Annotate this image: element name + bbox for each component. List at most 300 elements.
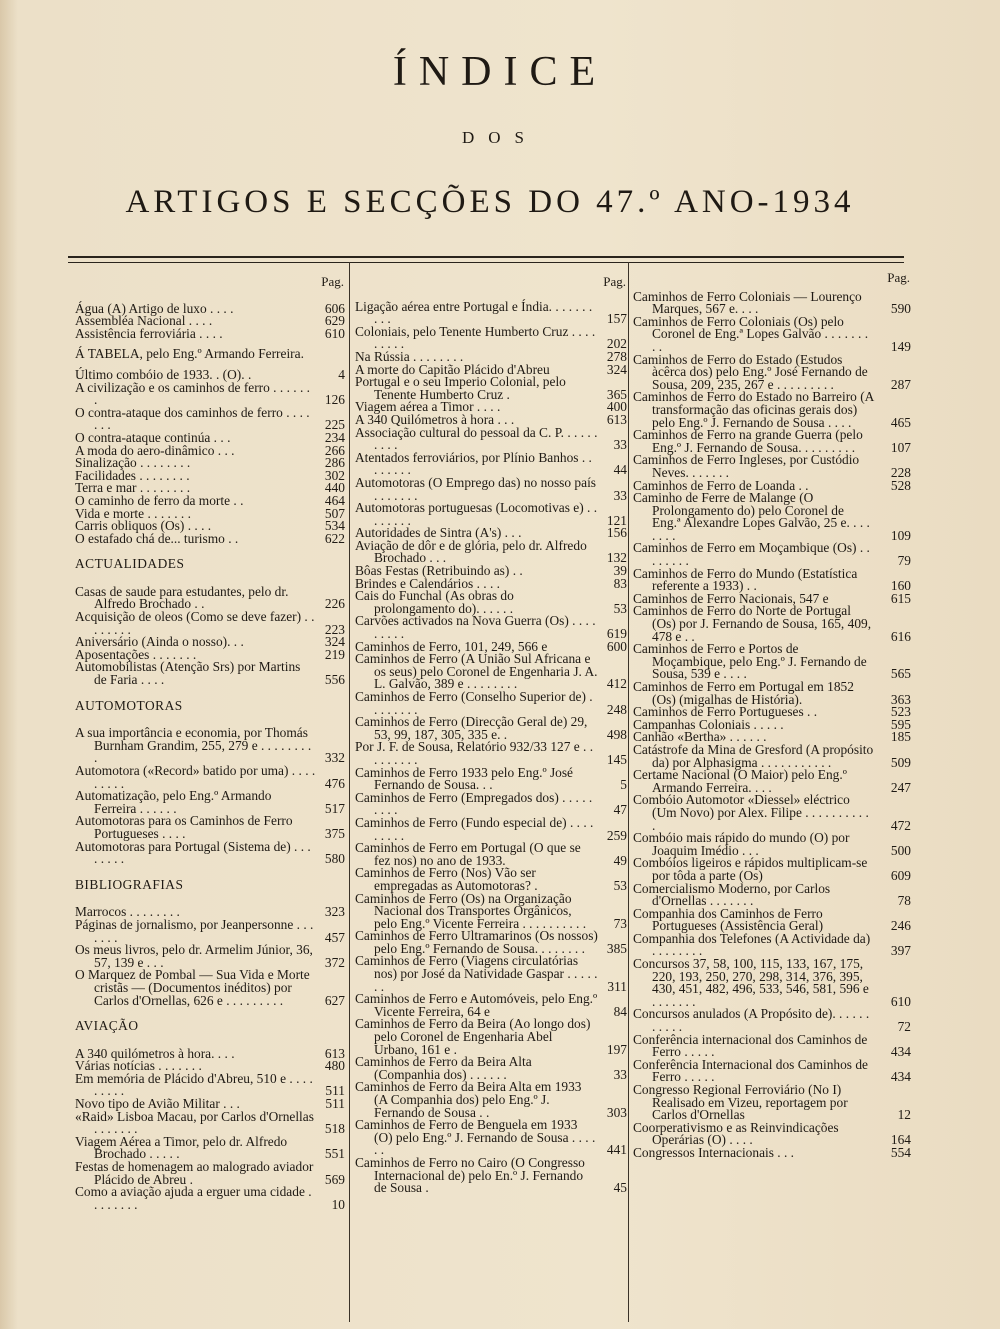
entry-title: Assembléa Nacional . . . . — [75, 313, 213, 329]
index-entry — [75, 325, 345, 341]
entry-page-number: 595 — [890, 716, 911, 732]
index-entry — [75, 1186, 345, 1211]
entry-title: Água (A) Artigo de luxo . . . . — [75, 300, 234, 316]
entry-page-number: 616 — [890, 628, 911, 644]
entry-title: Coorperativismo e as Reinvindicações Operárias (O) . . . . — [633, 1119, 839, 1148]
entry-title: Caminhos de Ferro (Fundo especial de) . . . . . . . . . — [355, 814, 594, 843]
entry-page-number: 44 — [613, 462, 627, 478]
index-entry — [633, 958, 911, 1008]
entry-title: Bôas Festas (Retribuindo as) . . — [355, 563, 523, 579]
index-entry — [75, 1070, 345, 1099]
entry-page-number: 247 — [890, 779, 911, 795]
index-entry — [75, 1133, 345, 1162]
entry-title: Viagem aérea a Timor . . . . — [355, 399, 501, 415]
entry-title: Caminhos de Ferro (Direcção Geral de) 29, 53, 99, 187, 305, 335 e. . — [355, 714, 588, 742]
entry-title: Caminhos de Ferro Ingleses, por Custódio Neves. . . . . . . — [633, 452, 860, 480]
entry-page-number: 311 — [607, 978, 627, 994]
index-entry — [633, 880, 911, 909]
entry-title: Aviação de dôr e de glória, pelo dr. Alfredo Brochado . . . — [355, 537, 587, 566]
page-column-header: Pag. — [603, 274, 626, 289]
entry-title: Caminhos de Ferro Coloniais (Os) pelo Coronel de Eng.ª Lopes Galvão . . . . . . . . . — [633, 313, 869, 354]
entry-page-number: 185 — [890, 729, 911, 745]
index-entry — [355, 424, 627, 453]
index-entry — [75, 916, 345, 945]
entry-title: Concursos anulados (A Propósito de). . . . . . . . . . . — [633, 1006, 870, 1035]
entry-title: Caminhos de Ferro de Benguela em 1933 (O) pelo Eng.º J. Fernando de Sousa . . . . . . — [355, 1117, 596, 1158]
index-entry — [75, 661, 345, 686]
entry-title: A civilização e os caminhos de ferro . . . . . . . — [75, 379, 311, 408]
entry-page-number: 121 — [606, 512, 627, 528]
entry-page-number: 145 — [606, 751, 627, 767]
entry-title: Caminhos de Ferro em Portugal (O que se fez nos) no ano de 1933. — [355, 840, 581, 868]
index-entry — [75, 815, 345, 840]
index-column-2 — [355, 266, 627, 1316]
index-entry — [75, 1161, 345, 1186]
entry-page-number: 534 — [324, 518, 345, 534]
entry-page-number: 600 — [606, 638, 627, 654]
entry-title: Caminhos de Ferro Nacionais, 547 e — [633, 590, 829, 606]
index-entry — [633, 1056, 911, 1085]
entry-title: Terra e mar . . . . . . . . — [75, 480, 191, 496]
entry-page-number: 500 — [890, 842, 911, 858]
column-divider — [349, 262, 350, 1322]
page-column-header: Pag. — [887, 270, 910, 285]
entry-page-number: 400 — [606, 399, 627, 415]
entry-page-number: 12 — [897, 1107, 911, 1123]
entry-page-number: 4 — [338, 366, 345, 382]
entry-page-number: 609 — [890, 867, 911, 883]
entry-page-number: 523 — [890, 704, 911, 720]
header-rule-thick — [68, 256, 904, 258]
entry-page-number: 78 — [897, 893, 911, 909]
entry-page-number: 45 — [613, 1180, 627, 1196]
entry-title: Caminhos de Ferro em Moçambique (Os) . . . . . . . . — [633, 540, 870, 569]
entry-page-number: 472 — [890, 817, 911, 833]
entry-page-number: 412 — [606, 676, 627, 692]
entry-title: O caminho de ferro da morte . . — [75, 492, 244, 508]
entry-title: Caminhos de Ferro da Beira Alta (Companhia dos) . . . . . . — [355, 1054, 532, 1082]
entry-page-number: 509 — [890, 754, 911, 770]
entry-page-number: 79 — [897, 553, 911, 569]
entry-title: Caminhos de Ferro na grande Guerra (pelo Eng.º J. Fernando de Sousa. . . . . . . . . — [633, 427, 863, 455]
index-entry — [633, 741, 911, 770]
entry-title: Caminhos de Ferro (Conselho Superior de) . . . . . . . . — [355, 689, 593, 717]
entry-page-number: 197 — [606, 1041, 627, 1057]
entry-page-number: 49 — [613, 852, 627, 868]
entry-page-number: 627 — [324, 992, 345, 1008]
entry-page-number: 202 — [606, 336, 627, 352]
entry-title: A morte do Capitão Plácido d'Abreu — [355, 361, 550, 377]
entry-page-number: 615 — [890, 590, 911, 606]
entry-title: Os meus livros, pelo dr. Armelim Júnior, 36, 57, 139 e . . . — [75, 942, 313, 970]
entry-page-number: 156 — [606, 525, 627, 541]
entry-page-number: 33 — [613, 1066, 627, 1082]
section-heading: AVIAÇÃO — [75, 1018, 139, 1034]
entry-title: Facilidades . . . . . . . . — [75, 467, 190, 483]
entry-title: Assistência ferroviária . . . . — [75, 325, 223, 341]
page-title: ÍNDICE — [392, 49, 608, 95]
entry-page-number: 33 — [613, 437, 627, 453]
entry-title: Canhão «Bertha» . . . . . . — [633, 729, 767, 745]
index-entry — [355, 449, 627, 478]
entry-title: Automotoras portuguesas (Locomotivas e) . . . . . . . . — [355, 500, 598, 528]
index-entry — [355, 502, 627, 527]
index-column-3 — [633, 266, 911, 1316]
index-entry — [355, 993, 627, 1018]
index-entry — [75, 790, 345, 815]
entry-page-number: 332 — [324, 750, 345, 766]
index-entry — [633, 565, 911, 594]
entry-title: Combóio mais rápido do mundo (O) por Joaquim Imédio . . . — [633, 830, 850, 858]
index-entry — [633, 1144, 911, 1160]
entry-page-number: 219 — [324, 646, 345, 662]
entry-page-number: 47 — [613, 802, 627, 818]
entry-title: Viagem Aérea a Timor, pelo dr. Alfredo Brochado . . . . . — [75, 1133, 288, 1162]
index-entry — [633, 351, 911, 392]
entry-title: Certame Nacional (O Maior) pelo Eng.º Armando Ferreira. . . . — [633, 767, 847, 795]
entry-page-number: 303 — [606, 1104, 627, 1120]
index-entry — [355, 376, 627, 401]
entry-title: Carvões activados na Nova Guerra (Os) . . . . . . . . . — [355, 613, 596, 642]
entry-title: Automotoras para os Caminhos de Ferro Portugueses . . . . — [75, 813, 293, 841]
entry-page-number: 149 — [890, 338, 911, 354]
index-entry — [355, 653, 627, 691]
entry-page-number: 457 — [324, 929, 345, 945]
entry-title: Automotoras para Portugal (Sistema de) . . . . . . . . — [75, 838, 311, 867]
entry-title: Caminhos de Ferro (Os) na Organização Nacional dos Transportes Orgânicos, pelo Eng.º Vicente Ferreira . . . . . . . . . . — [355, 890, 587, 931]
entry-page-number: 465 — [890, 414, 911, 430]
entry-page-number: 53 — [613, 877, 627, 893]
entry-page-number: 613 — [324, 1045, 345, 1061]
index-entry — [633, 288, 911, 317]
entry-title: Congresso Regional Ferroviário (No I) Realisado em Vizeu, reportagem por Carlos d'Ornellas — [633, 1082, 848, 1123]
entry-title: Concursos 37, 58, 100, 115, 133, 167, 175, 220, 193, 250, 270, 298, 314, 376, 395, 430, 451, 482, 496, 533, 546, 581, 596 e . . . . . . . — [633, 956, 869, 1009]
entry-page-number: 610 — [324, 325, 345, 341]
entry-page-number: 259 — [606, 827, 627, 843]
entry-page-number: 266 — [324, 442, 345, 458]
entry-title: Caminhos de Ferro (Nos) Vão ser empregadas as Automotoras? . — [355, 865, 538, 893]
entry-page-number: 464 — [324, 492, 345, 508]
page-subtitle: ARTIGOS E SECÇÕES DO 47.º ANO-1934 — [125, 184, 855, 220]
entry-title: O contra-ataque dos caminhos de ferro . . . . . . . — [75, 404, 310, 433]
entry-page-number: 363 — [890, 691, 911, 707]
entry-page-number: 33 — [613, 487, 627, 503]
index-entry — [355, 1056, 627, 1081]
entry-page-number: 84 — [613, 1003, 627, 1019]
entry-title: Automatização, pelo Eng.º Armando Ferreira . . . . . . — [75, 788, 272, 816]
index-entry — [355, 741, 627, 766]
entry-page-number: 278 — [606, 348, 627, 364]
index-entry — [75, 348, 345, 361]
index-entry — [75, 944, 345, 969]
entry-page-number: 619 — [606, 626, 627, 642]
page-column-header: Pag. — [321, 274, 344, 289]
entry-title: Catástrofe da Mina de Gresford (A propósito da) por Alphasigma . . . . . . . . . . . — [633, 741, 874, 770]
entry-page-number: 234 — [324, 429, 345, 445]
entry-page-number: 365 — [606, 386, 627, 402]
index-entry — [633, 905, 911, 934]
index-entry — [75, 1108, 345, 1137]
entry-page-number: 613 — [606, 411, 627, 427]
entry-title: Caminhos de Ferro e Automóveis, pelo Eng.º Vicente Ferreira, 64 e — [355, 991, 598, 1019]
entry-page-number: 246 — [890, 918, 911, 934]
entry-title: A sua importância e economia, por Thomás Burnham Grandim, 255, 279 e . . . . . . . . . — [75, 725, 312, 766]
index-entry — [633, 429, 911, 454]
entry-title: Caminhos de Ferro 1933 pelo Eng.º José Fernando de Sousa. . . — [355, 764, 574, 793]
index-entry — [633, 643, 911, 681]
entry-page-number: 53 — [613, 600, 627, 616]
index-entry — [633, 1119, 911, 1148]
entry-page-number: 302 — [324, 467, 345, 483]
index-entry — [355, 930, 627, 955]
entry-page-number: 554 — [890, 1144, 911, 1160]
entry-title: Páginas de jornalismo, por Jeanpersonne . . . . . . . — [75, 916, 314, 945]
index-entry — [355, 691, 627, 716]
index-entry — [75, 379, 345, 408]
entry-title: Associação cultural do pessoal da C. P. . . . . . . . . . — [355, 424, 598, 453]
entry-page-number: 375 — [324, 825, 345, 841]
index-entry — [633, 1008, 911, 1033]
index-entry — [633, 681, 911, 706]
entry-title: Caminhos de Ferro, 101, 249, 566 e — [355, 638, 548, 654]
entry-title: Congressos Internacionais . . . — [633, 1144, 795, 1160]
entry-page-number: 10 — [331, 1196, 345, 1212]
entry-title: Cais do Funchal (As obras do prolongamento do). . . . . . — [355, 588, 514, 616]
entry-title: Caminhos de Ferro do Estado (Estudos àcêrca dos) pelo Eng.º José Fernando de Sousa, 209, 235, 267 e . . . . . . . . . — [633, 351, 868, 392]
entry-page-number: 480 — [324, 1058, 345, 1074]
entry-title: Caminhos de Ferro em Portugal em 1852 (Os) (migalhas de História). — [633, 679, 854, 707]
entry-page-number: 83 — [613, 575, 627, 591]
index-entry — [355, 1119, 627, 1157]
index-entry — [633, 542, 911, 567]
entry-page-number: 440 — [324, 480, 345, 496]
entry-page-number: 476 — [324, 775, 345, 791]
column-divider — [628, 262, 629, 1322]
entry-page-number: 248 — [606, 701, 627, 717]
entry-page-number: 551 — [324, 1146, 345, 1162]
index-entry — [355, 814, 627, 843]
entry-title: Á TABELA, pelo Eng.º Armando Ferreira. — [75, 346, 304, 362]
entry-page-number: 225 — [324, 417, 345, 433]
section-heading: ACTUALIDADES — [75, 556, 185, 572]
index-entry — [355, 1154, 627, 1196]
index-entry — [355, 890, 627, 931]
entry-title: Caminhos de Ferro Portugueses . . — [633, 704, 818, 720]
entry-title: Marrocos . . . . . . . . — [75, 904, 180, 920]
header-rule-thin — [68, 262, 904, 263]
section-heading: AUTOMOTORAS — [75, 697, 183, 713]
entry-title: Em memória de Plácido d'Abreu, 510 e . . . . . . . . . — [75, 1070, 313, 1099]
entry-title: Por J. F. de Sousa, Relatório 932/33 127 e . . . . . . . . . — [355, 739, 594, 767]
index-entry — [633, 832, 911, 857]
index-entry — [355, 764, 627, 793]
entry-page-number: 518 — [324, 1121, 345, 1137]
entry-title: Autoridades de Sintra (A's) . . . — [355, 525, 522, 541]
entry-page-number: 107 — [890, 439, 911, 455]
entry-page-number: 528 — [890, 477, 911, 493]
entry-page-number: 157 — [606, 311, 627, 327]
index-entry — [633, 391, 911, 429]
entry-title: Brindes e Calendários . . . . — [355, 575, 501, 591]
entry-page-number: 622 — [324, 530, 345, 546]
entry-page-number: 580 — [324, 851, 345, 867]
index-entry — [633, 1084, 911, 1122]
index-entry — [633, 769, 911, 794]
index-entry — [355, 1018, 627, 1056]
index-entry — [355, 1081, 627, 1119]
entry-title: Caminhos de Ferro (Empregados dos) . . . . . . . . . — [355, 789, 593, 818]
entry-title: Portugal e o seu Imperio Colonial, pelo Tenente Humberto Cruz . — [355, 374, 566, 402]
entry-title: Ligação aérea entre Portugal e Índia. . . . . . . . . . — [355, 298, 593, 327]
entry-page-number: 5 — [620, 777, 627, 793]
entry-page-number: 565 — [890, 666, 911, 682]
entry-title: Caminhos de Ferro do Norte de Portugal (Os) por J. Fernando de Sousa, 165, 409, 478 e . . — [633, 603, 872, 644]
index-entry — [75, 530, 345, 546]
entry-page-number: 556 — [324, 672, 345, 688]
entry-page-number: 610 — [890, 993, 911, 1009]
entry-page-number: 228 — [890, 464, 911, 480]
entry-title: O Marquez de Pombal — Sua Vida e Morte cristãs — (Documentos inéditos) por Carlos d'Ornellas, 626 e . . . . . . . . . — [75, 967, 310, 1008]
entry-page-number: 109 — [890, 527, 911, 543]
index-entry — [355, 789, 627, 818]
entry-page-number: 498 — [606, 726, 627, 742]
entry-title: Último combóio de 1933. . (O). . — [75, 366, 252, 382]
entry-page-number: 385 — [606, 940, 627, 956]
entry-title: Caminho de Ferre de Malange (O Prolongamento do) pelo Coronel de Eng.ª Alexandre Lopes Galvão, 25 e. . . . . . . . — [633, 490, 870, 543]
entry-page-number: 126 — [324, 392, 345, 408]
index-entry — [75, 765, 345, 790]
entry-page-number: 441 — [606, 1142, 627, 1158]
entry-title: Companhia dos Telefones (A Actividade da) . . . . . . . . — [633, 930, 871, 959]
entry-page-number: 286 — [324, 455, 345, 471]
entry-page-number: 164 — [890, 1132, 911, 1148]
title-connector: DOS — [461, 128, 538, 147]
entry-title: Caminhos de Ferro Ultramarinos (Os nossos) pelo Eng.º Fernando de Sousa. . . . . . . . — [355, 928, 598, 956]
index-entry — [75, 727, 345, 765]
entry-page-number: 324 — [324, 634, 345, 650]
entry-title: Caminhos de Ferro de Loanda . . — [633, 477, 809, 493]
entry-page-number: 517 — [324, 800, 345, 816]
entry-title: Coloniais, pelo Tenente Humberto Cruz . . . . . . . . . — [355, 323, 596, 352]
entry-title: Caminhos de Ferro (Viagens circulatórias nos) por José da Natividade Gaspar . . . . . . . — [355, 953, 598, 994]
index-entry — [355, 537, 627, 566]
entry-title: Atentados ferroviários, por Plínio Banhos . . . . . . . . — [355, 449, 592, 478]
entry-title: Festas de homenagem ao malogrado aviador Plácido de Abreu . — [75, 1159, 314, 1187]
entry-title: Aniversário (Ainda o nosso). . . — [75, 634, 244, 650]
entry-page-number: 434 — [890, 1069, 911, 1085]
entry-page-number: 287 — [890, 376, 911, 392]
entry-page-number: 511 — [325, 1083, 345, 1099]
section-heading: BIBLIOGRAFIAS — [75, 876, 184, 892]
entry-page-number: 323 — [324, 904, 345, 920]
index-entry — [633, 313, 911, 354]
index-entry — [633, 492, 911, 542]
entry-page-number: 324 — [606, 361, 627, 377]
index-entry — [355, 716, 627, 741]
index-entry — [75, 969, 345, 1007]
entry-title: Caminhos de Ferro no Cairo (O Congresso Internacional de) pelo En.º J. Fernando de Sousa . — [355, 1154, 585, 1196]
index-entry — [355, 867, 627, 892]
entry-title: Caminhos de Ferro e Portos de Moçambique, pelo Eng.º J. Fernando de Sousa, 539 e . . . . — [633, 641, 867, 682]
entry-page-number: 39 — [613, 563, 627, 579]
index-entry — [633, 794, 911, 832]
entry-page-number: 160 — [890, 578, 911, 594]
index-entry — [633, 454, 911, 479]
entry-page-number: 132 — [606, 550, 627, 566]
entry-title: Aposentações . . . . . . . — [75, 646, 197, 662]
index-entry — [75, 611, 345, 636]
entry-title: Campanhas Coloniais . . . . . — [633, 716, 784, 732]
index-entry — [75, 583, 345, 612]
entry-title: Acquisição de oleos (Como se deve fazer) . . . . . . . . — [75, 609, 315, 637]
entry-title: Conferência Internacional dos Caminhos de Ferro . . . . . — [633, 1056, 869, 1085]
index-entry — [355, 615, 627, 640]
entry-title: Automobilistas (Atenção Srs) por Martins de Faria . . . . — [75, 659, 301, 688]
index-entry — [355, 842, 627, 867]
index-entry — [355, 955, 627, 993]
entry-title: «Raid» Lisboa Macau, por Carlos d'Ornellas . . . . . . . — [75, 1108, 314, 1137]
entry-title: Caminhos de Ferro do Mundo (Estatística referente a 1933) . . — [633, 565, 858, 594]
entry-page-number: 73 — [613, 915, 627, 931]
entry-title: Vida e morte . . . . . . . — [75, 505, 191, 521]
entry-page-number: 223 — [324, 621, 345, 637]
entry-title: Caminhos de Ferro do Estado no Barreiro (A transformação das oficinas gerais dos) pelo Eng.º J. Fernando de Sousa . . . . — [633, 389, 874, 430]
index-entry — [75, 838, 345, 867]
entry-title: Conferência internacional dos Caminhos de Ferro . . . . . — [633, 1031, 868, 1060]
entry-title: Automotoras (O Emprego das) no nosso país . . . . . . . — [355, 474, 596, 503]
entry-title: Caminhos de Ferro Coloniais — Lourenço Marques, 567 e. . . . — [633, 288, 862, 317]
entry-title: Caminhos de Ferro (A União Sul Africana e os seus) pelo Coronel de Engenharia J. A. L. Galvão, 389 e . . . . . . . . — [355, 651, 598, 692]
entry-title: A 340 Quilómetros à hora . . . — [355, 411, 515, 427]
entry-page-number: 397 — [890, 943, 911, 959]
entry-title: Carris obliquos (Os) . . . . — [75, 518, 212, 534]
entry-page-number: 226 — [324, 596, 345, 612]
index-column-1 — [75, 266, 345, 1316]
entry-title: Companhia dos Caminhos de Ferro Portugueses (Assistência Geral) — [633, 905, 824, 934]
index-entry — [633, 930, 911, 959]
entry-title: Automotora («Record» batido por uma) . . . . . . . . . — [75, 763, 316, 791]
entry-title: A 340 quilómetros à hora. . . . — [75, 1045, 235, 1061]
entry-title: Caminhos de Ferro da Beira Alta em 1933 (A Companhia dos) pelo Eng.º J. Fernando de Sousa . . — [355, 1079, 582, 1120]
entry-title: Combóio Automotor «Diessel» eléctrico (Um Novo) por Alex. Filipe . . . . . . . . . . . — [633, 792, 869, 833]
entry-title: Várias notícias . . . . . . . — [75, 1058, 202, 1074]
entry-page-number: 372 — [324, 954, 345, 970]
index-entry — [633, 605, 911, 643]
entry-title: O contra-ataque continúa . . . — [75, 429, 231, 445]
index-entry — [355, 474, 627, 503]
entry-title: Casas de saude para estudantes, pelo dr. Alfredo Brochado . . — [75, 583, 289, 612]
entry-title: Novo tipo de Avião Militar . . . — [75, 1096, 240, 1112]
index-entry — [75, 404, 345, 433]
entry-title: Na Rússia . . . . . . . . — [355, 348, 464, 364]
entry-page-number: 511 — [325, 1096, 345, 1112]
entry-title: Comercialismo Moderno, por Carlos d'Ornellas . . . . . . . — [633, 880, 831, 909]
entry-title: Combóios ligeiros e rápidos multiplicam-se por tôda a parte (Os) — [633, 855, 868, 883]
entry-title: Caminhos de Ferro da Beira (Ao longo dos) pelo Coronel de Engenharia Abel Urbano, 161 e . — [355, 1016, 591, 1057]
index-entry — [355, 298, 627, 327]
entry-page-number: 434 — [890, 1044, 911, 1060]
entry-page-number: 569 — [324, 1171, 345, 1187]
index-entry — [355, 323, 627, 352]
index-entry — [633, 1031, 911, 1060]
index-entry — [355, 590, 627, 615]
index-entry — [633, 857, 911, 882]
entry-page-number: 590 — [890, 301, 911, 317]
entry-title: O estafado chá de... turismo . . — [75, 530, 239, 546]
entry-page-number: 629 — [324, 313, 345, 329]
entry-page-number: 606 — [324, 300, 345, 316]
entry-page-number: 507 — [324, 505, 345, 521]
